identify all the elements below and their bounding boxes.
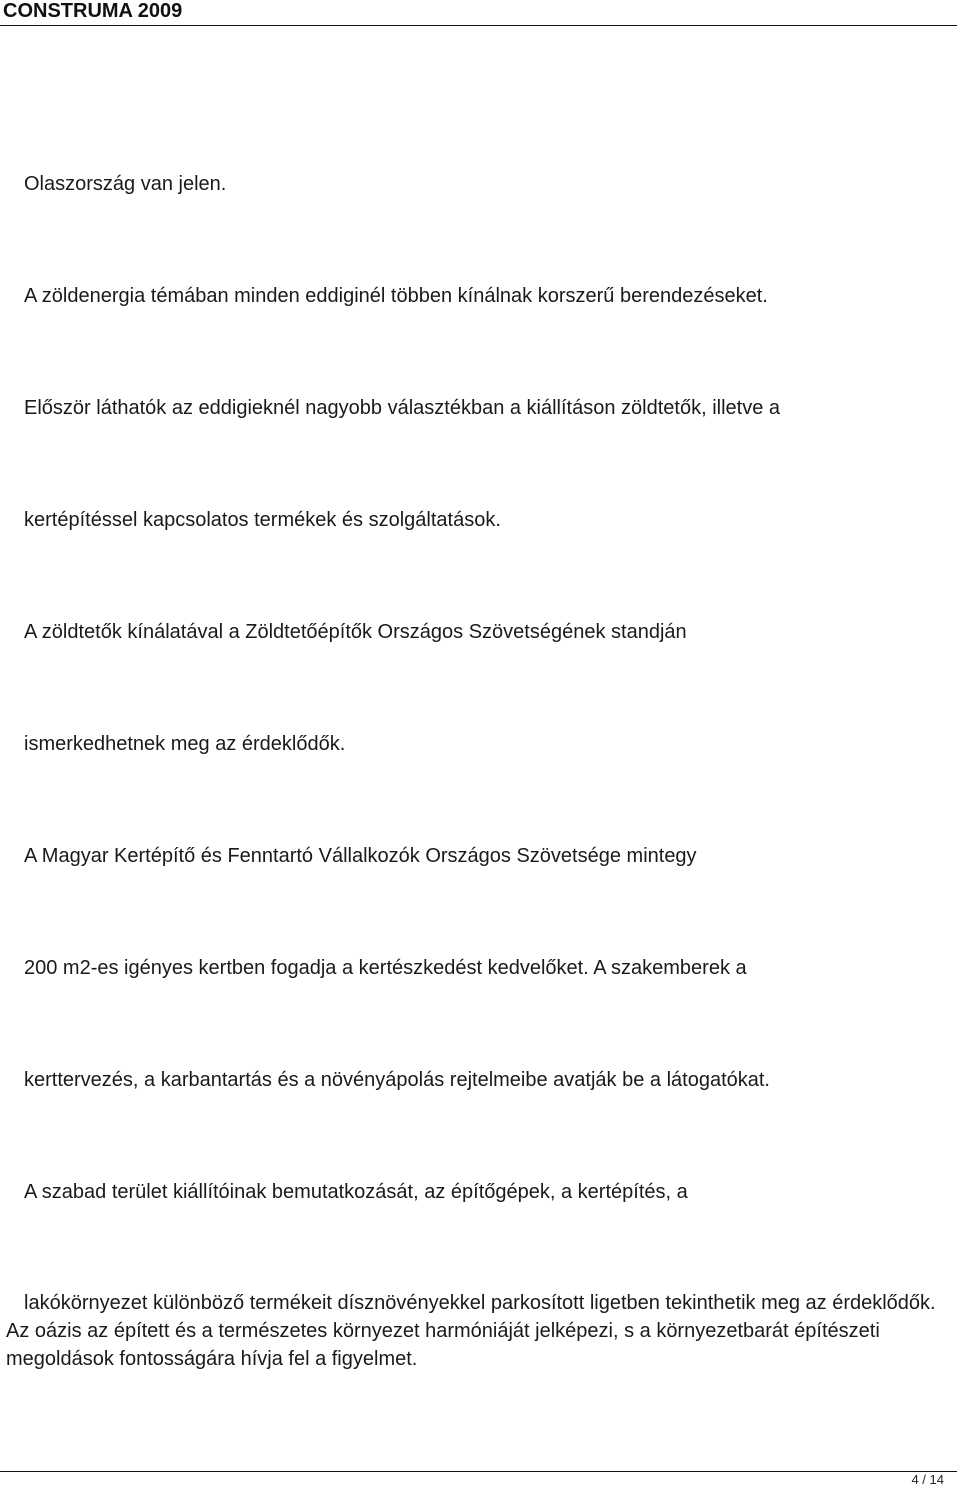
header-divider — [0, 25, 957, 26]
body-line: kerttervezés, a karbantartás és a növényápolás rejtelmeibe avatják be a látogatókat. — [24, 1069, 770, 1091]
closing-paragraph — [6, 1289, 946, 1373]
footer-divider — [0, 1471, 957, 1472]
closing-paragraph-text: lakókörnyezet különböző termékeit dísznövényekkel parkosított ligetben tekinthetik meg az érdeklődők. Az oázis az épített és a természetes környezet harmóniáját jelképezi, s a környezetbarát építészeti megoldások fontosságára hívja fel a figyelmet. — [6, 1292, 936, 1370]
document-header-title: CONSTRUMA 2009 — [3, 0, 183, 22]
body-line: Olaszország van jelen. — [24, 173, 227, 195]
body-line: A zöldenergia témában minden eddiginél többen kínálnak korszerű berendezéseket. — [24, 285, 768, 307]
body-line: ismerkedhetnek meg az érdeklődők. — [24, 733, 346, 755]
body-line: A Magyar Kertépítő és Fenntartó Vállalkozók Országos Szövetsége mintegy — [24, 845, 697, 867]
body-line: A zöldtetők kínálatával a Zöldtetőépítők Országos Szövetségének standján — [24, 621, 687, 643]
body-line: Először láthatók az eddigieknél nagyobb választékban a kiállításon zöldtetők, illetve a — [24, 397, 781, 419]
body-line: 200 m2-es igényes kertben fogadja a kertészkedést kedvelőket. A szakemberek a — [24, 957, 747, 979]
body-line: kertépítéssel kapcsolatos termékek és szolgáltatások. — [24, 509, 501, 531]
body-line: A szabad terület kiállítóinak bemutatkozását, az építőgépek, a kertépítés, a — [24, 1181, 688, 1203]
page-number: 4 / 14 — [911, 1472, 944, 1487]
